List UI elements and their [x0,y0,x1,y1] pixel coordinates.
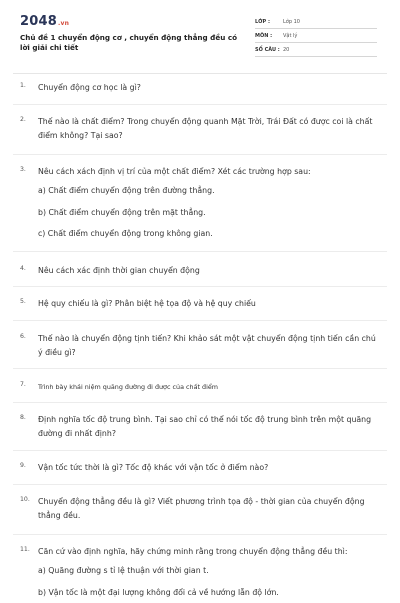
question-divider [13,104,387,105]
document-header [0,0,400,62]
question-number: 4. [20,265,26,272]
question-divider [13,484,387,485]
logo-main: 2048 [20,14,57,29]
question-number: 8. [20,414,26,421]
document-title: Chủ đề 1 chuyển động cơ , chuyển động thẳng đều có lời giải chi tiết [20,33,245,52]
logo-suffix: .vn [58,20,69,27]
header-divider [13,73,387,74]
question-number: 6. [20,333,26,340]
question-divider [13,450,387,451]
site-logo[interactable] [20,14,69,29]
question-text: Hệ quy chiếu là gì? Phân biệt hệ tọa độ và hệ quy chiếu [38,297,378,311]
question-number: 2. [20,116,26,123]
meta-label-class: LỚP : [255,19,270,25]
question-divider [13,534,387,535]
sub-item: c) Chất điểm chuyển động trong không gian. [38,223,378,245]
question-text: Nêu cách xác định thời gian chuyển động [38,264,378,278]
meta-value-count: 20 [283,47,289,53]
question-divider [13,251,387,252]
meta-label-subject: MÔN : [255,33,272,39]
sub-item: a) Quãng đường s tỉ lệ thuận với thời gian t. [38,560,378,582]
question-text: Căn cứ vào định nghĩa, hãy chứng minh rằng trong chuyển động thẳng đều thì: [38,545,378,559]
sub-list [38,180,378,245]
question-number: 3. [20,166,26,173]
meta-label-count: SỐ CÂU : [255,47,280,53]
question-number: 9. [20,462,26,469]
question-divider [13,402,387,403]
meta-value-subject: Vật lý [283,33,297,39]
question-text: Chuyển động cơ học là gì? [38,81,378,95]
question-text: Thế nào là chất điểm? Trong chuyển động quanh Mặt Trời, Trái Đất có được coi là chất điểm không? Tại sao? [38,115,378,143]
question-divider [13,320,387,321]
question-number: 10. [20,496,30,503]
question-number: 11. [20,546,30,553]
question-divider [13,154,387,155]
sub-item: b) Chất điểm chuyển động trên mặt thẳng. [38,202,378,224]
sub-list [38,560,378,603]
question-text: Chuyển động thẳng đều là gì? Viết phương trình tọa độ - thời gian của chuyển động thẳng đều. [38,495,378,523]
sub-item: a) Chất điểm chuyển động trên đường thẳng. [38,180,378,202]
meta-row-class [255,16,377,29]
meta-row-count [255,44,377,57]
question-divider [13,286,387,287]
question-number: 5. [20,298,26,305]
question-text: Định nghĩa tốc độ trung bình. Tại sao chỉ có thể nói tốc độ trung bình trên một quãng đường đi nhất định? [38,413,378,441]
meta-row-subject [255,30,377,43]
meta-value-class: Lớp 10 [283,19,300,25]
question-text: Trình bày khái niệm quãng đường đi được của chất điểm [38,380,378,394]
question-number: 1. [20,82,26,89]
sub-item: b) Vận tốc là một đại lượng không đổi cả về hướng lẫn độ lớn. [38,582,378,603]
question-number: 7. [20,381,26,388]
question-text: Thế nào là chuyển động tịnh tiến? Khi khảo sát một vật chuyển động tịnh tiến cần chú ý điều gì? [38,332,378,360]
question-text: Vận tốc tức thời là gì? Tốc độ khác với vận tốc ở điểm nào? [38,461,378,475]
question-text: Nêu cách xách định vị trí của một chất điểm? Xét các trường hợp sau: [38,165,378,179]
question-divider [13,368,387,369]
